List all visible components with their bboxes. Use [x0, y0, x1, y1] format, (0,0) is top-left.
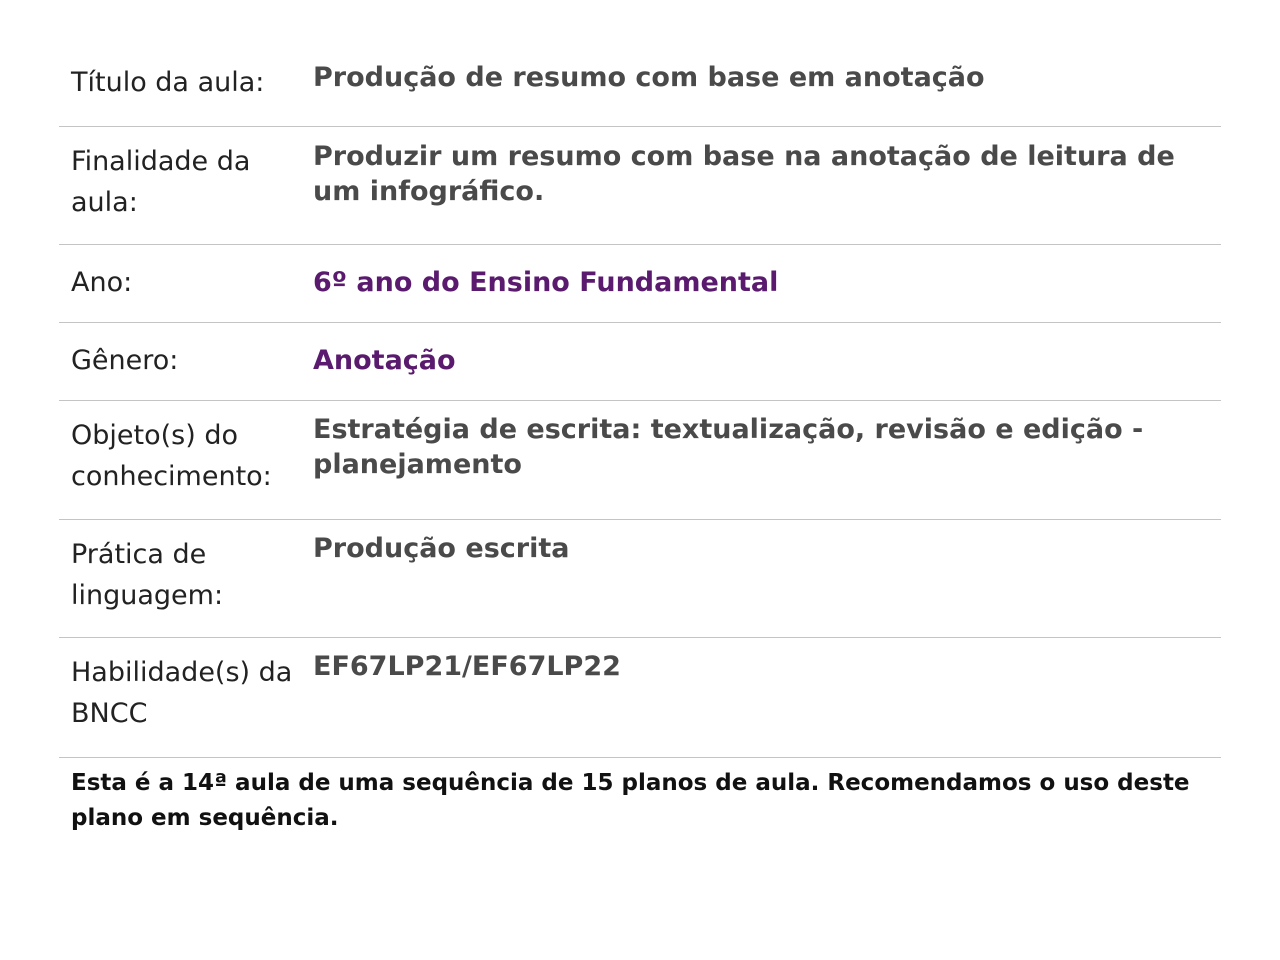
language-practice-value: Produção escrita — [313, 533, 570, 564]
row-lesson-title — [59, 48, 1221, 127]
lesson-title-value: Produção de resumo com base em anotação — [313, 62, 985, 93]
year-value: 6º ano do Ensino Fundamental — [313, 267, 779, 298]
row-label: Ano: — [71, 267, 133, 298]
row-knowledge-object — [59, 401, 1221, 520]
row-label: Prática de linguagem: — [71, 539, 224, 611]
row-language-practice — [59, 520, 1221, 638]
sequence-note: Esta é a 14ª aula de uma sequência de 15 planos de aula. Recomendamos o uso deste plano em sequência. — [71, 770, 1190, 831]
row-label: Título da aula: — [71, 67, 265, 98]
row-lesson-purpose — [59, 127, 1221, 245]
knowledge-object-value: Estratégia de escrita: textualização, revisão e edição - planejamento — [313, 414, 1144, 480]
row-label: Habilidade(s) da BNCC — [71, 657, 293, 729]
row-label: Gênero: — [71, 345, 179, 376]
row-label: Objeto(s) do conhecimento: — [71, 420, 272, 492]
row-label: Finalidade da aula: — [71, 146, 251, 218]
row-bncc-skills — [59, 638, 1221, 758]
genre-value: Anotação — [313, 345, 456, 376]
row-genre — [59, 323, 1221, 401]
bncc-skills-value: EF67LP21/EF67LP22 — [313, 651, 621, 682]
row-year — [59, 245, 1221, 323]
lesson-purpose-value: Produzir um resumo com base na anotação de leitura de um infográfico. — [313, 141, 1175, 207]
lesson-info-table — [59, 48, 1221, 758]
